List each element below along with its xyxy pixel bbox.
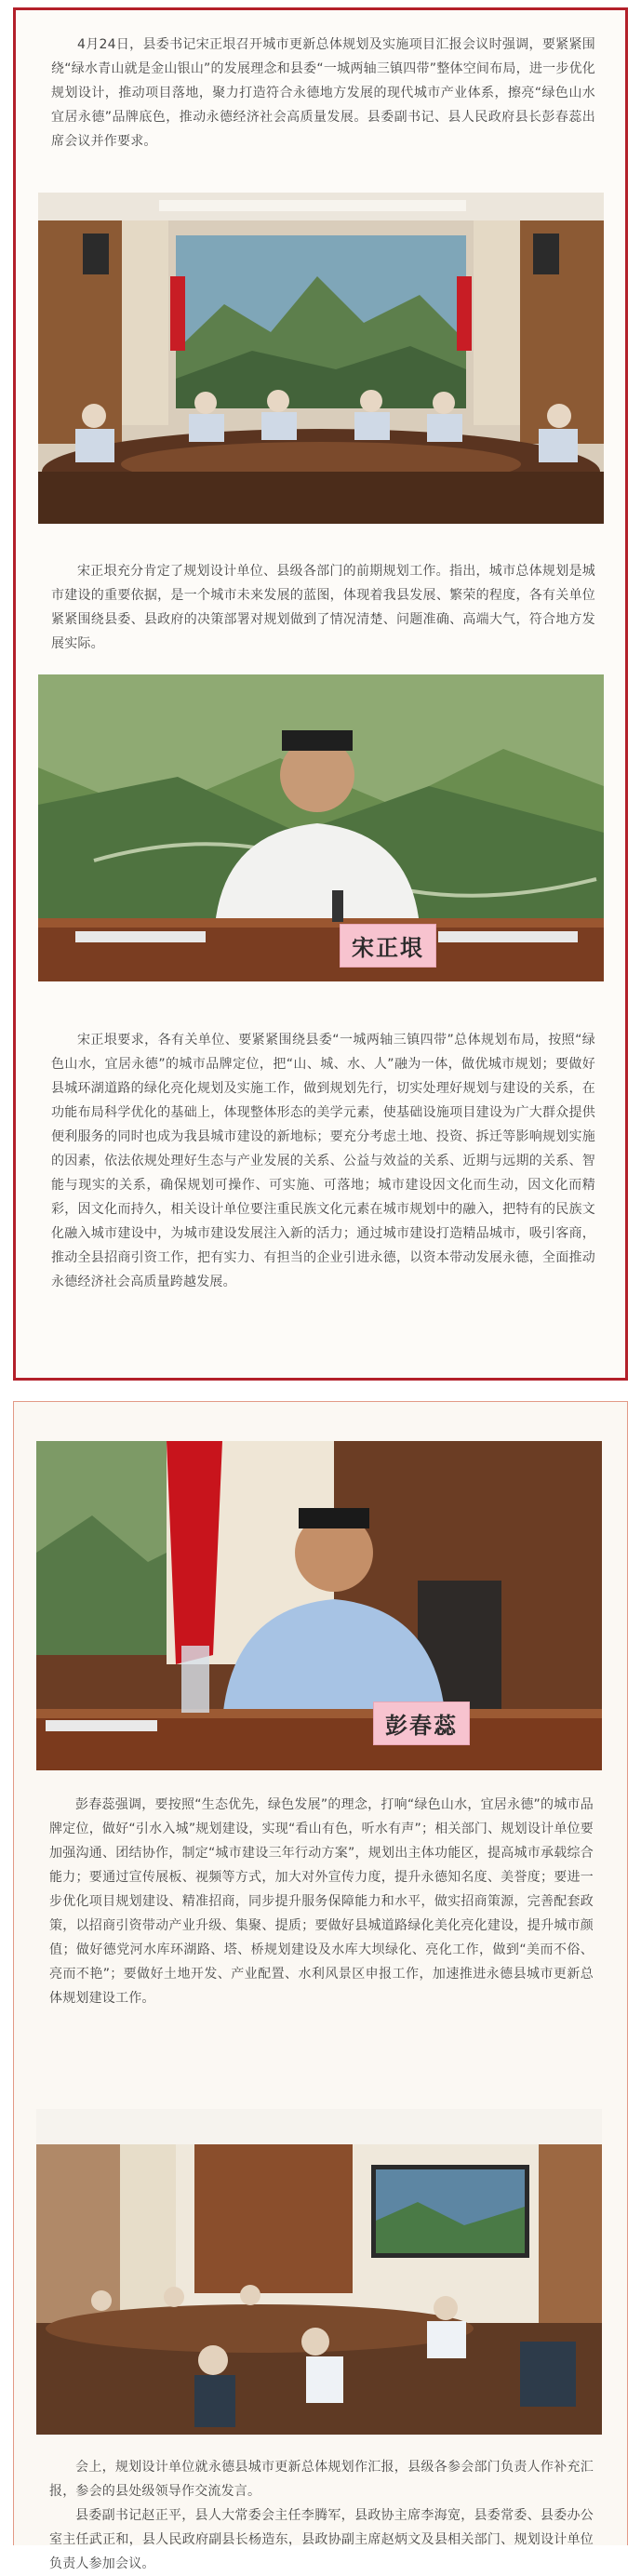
presentation-photo bbox=[36, 2109, 602, 2435]
paragraph-intro: 4月24日，县委书记宋正垠召开城市更新总体规划及实施项目汇报会议时强调，要紧紧围绕“绿水青山就是金山银山”的发展理念和县委“一城两轴三镇四带”整体空间布局，进一步优化规划设计，推动项目落地，聚力打造符合永德地方发展的现代城市产业体系，擦亮“绿色山水 宜居永德”品牌底色，推动永德经济社会高质量发展。县委副书记、县人民政府县长彭春蕊出席会议并作要求。 bbox=[51, 37, 595, 149]
name-caption-peng: 彭春蕊 bbox=[373, 1702, 470, 1745]
paragraph-reports: 会上，规划设计单位就永德县城市更新总体规划作汇报，县级各参会部门负责人作补充汇报，参会的县处级领导作交流发言。 bbox=[49, 2460, 594, 2499]
paragraph-peng-remarks: 彭春蕊强调，要按照“生态优先，绿色发展”的理念，打响“绿色山水，宜居永德”的城市品牌定位，做好“引水入城”规划建设，实现“看山有色，听水有声”；相关部门、规划设计单位要加强沟通、团结协作，制定“城市建设三年行动方案”，规划出主体功能区，提高城市承载综合能力；要通过宣传展板、视频等方式，加大对外宣传力度，提升永德知名度、美誉度；要进一步优化项目规划建设、精准招商，同步提升服务保障能力和水平，做实招商策源，完善配套政策，以招商引资带动产业升级、集聚、提质；要做好县城道路绿化美化亮化建设，提升城市颜值；做好德党河水库环湖路、塔、桥规划建设及水库大坝绿化、亮化工作，做到“美而不俗、亮而不艳”；要做好土地开发、产业配置、水利风景区申报工作，加速推进永德县城市更新总体规划建设工作。 bbox=[49, 1797, 594, 2006]
paragraph-requirements: 宋正垠要求，各有关单位、要紧紧围绕县委“一城两轴三镇四带”总体规划布局，按照“绿色山水，宜居永德”的城市品牌定位，把“山、城、水、人”融为一体，做优城市规划；要做好县城环湖道路的绿化亮化规划及实施工作，做到规划先行，切实处理好规划与建设的关系，在功能布局科学优化的基础上，体现整体形态的美学元素，使基础设施项目建设为广大群众提供便利服务的同时也成为我县城市建设的新地标；要充分考虑土地、投资、拆迁等影响规划实施的因素，依法依规处理好生态与产业发展的关系、公益与效益的关系、近期与远期的关系、智能与现实的关系，确保规划可操作、可实施、可落地；城市建设因文化而生动，因文化而精彩，因文化而持久，相关设计单位要注重民族文化元素在城市规划中的融入，把特有的民族文化融入城市建设中，为城市建设发展注入新的活力；通过城市建设打造精品城市，吸引客商，推动全县招商引资工作，把有实力、有担当的企业引进永德，以资本带动发展永德，全面推动永德经济社会高质量跨越发展。 bbox=[51, 1033, 595, 1289]
meeting-room-photo bbox=[38, 193, 604, 524]
article-section-2 bbox=[13, 1401, 628, 2571]
name-caption-song: 宋正垠 bbox=[340, 924, 436, 968]
speaker-photo-song bbox=[38, 674, 604, 981]
article-section-1 bbox=[13, 7, 628, 1381]
speaker-photo-peng bbox=[36, 1441, 602, 1770]
paragraph-affirmation: 宋正垠充分肯定了规划设计单位、县级各部门的前期规划工作。指出，城市总体规划是城市建设的重要依据，是一个城市未来发展的蓝图，体现着我县发展、繁荣的程度，各有关单位紧紧围绕县委、县政府的决策部署对规划做到了情况清楚、问题准确、高端大气，符合地方发展实际。 bbox=[51, 564, 595, 651]
paragraph-attendees: 县委副书记赵正平，县人大常委会主任李腾军，县政协主席李海宽，县委常委、县委办公室主任武正和，县人民政府副县长杨造东，县政协副主席赵炳文及县相关部门、规划设计单位负责人参加会议。 bbox=[49, 2508, 594, 2571]
